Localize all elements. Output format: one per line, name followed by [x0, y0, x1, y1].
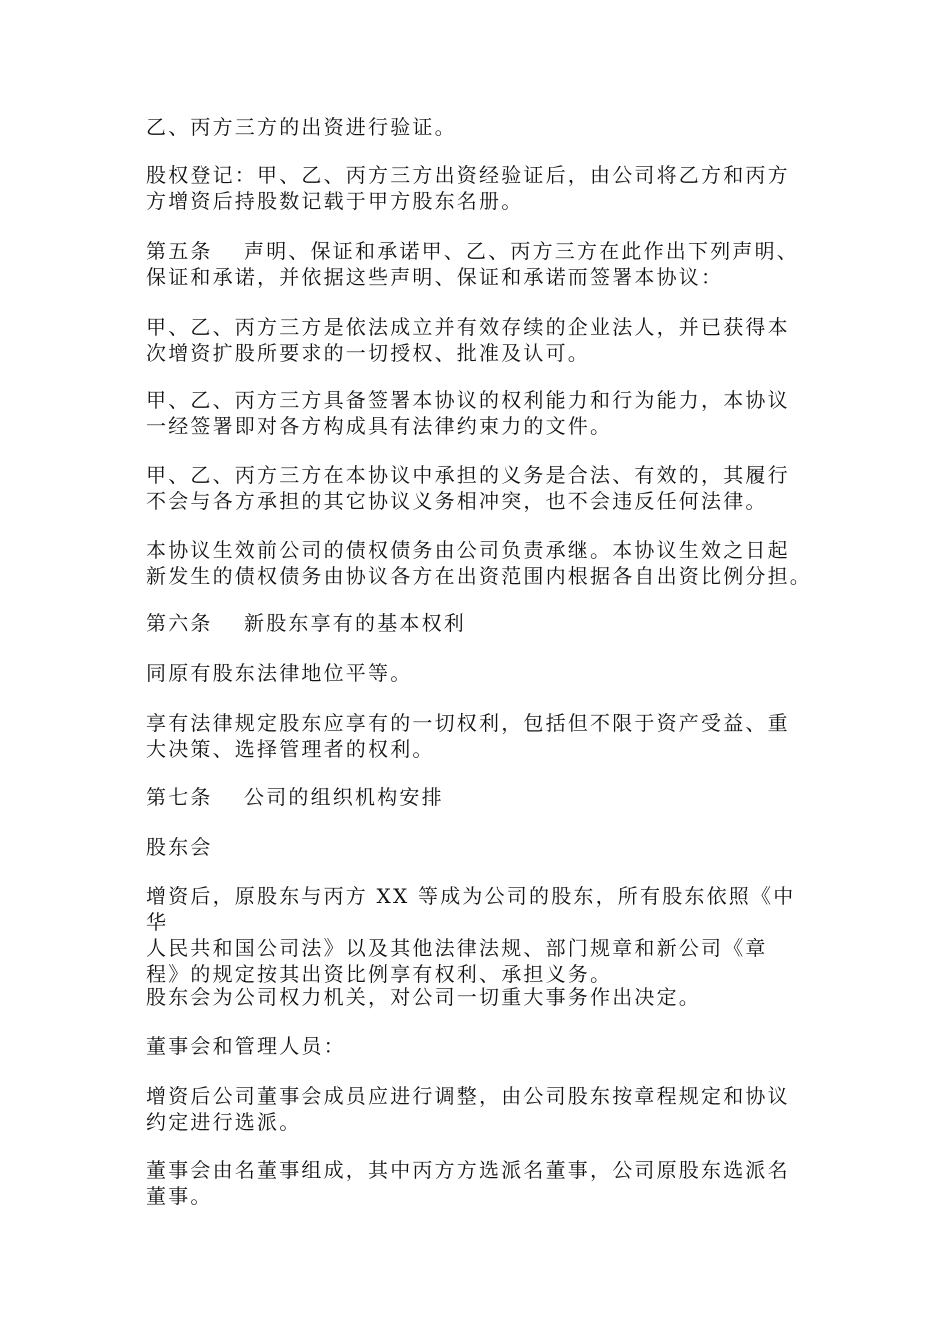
- section-shareholders-meeting: 股东会: [146, 835, 213, 859]
- article-7-heading: 第七条 公司的组织机构安排: [146, 785, 444, 809]
- section-board-and-management: 董事会和管理人员：: [146, 1034, 346, 1058]
- paragraph-board-adjustment: 增资后公司董事会成员应进行调整，由公司股东按章程规定和协议 约定进行选派。: [146, 1084, 790, 1134]
- paragraph-shareholder-rights: 享有法律规定股东应享有的一切权利，包括但不限于资产受益、重 大决策、选择管理者的权利。: [146, 711, 790, 761]
- paragraph-capital-verification: 乙、丙方三方的出资进行验证。: [146, 115, 457, 139]
- paragraph-capacity: 甲、乙、丙方三方具备签署本协议的权利能力和行为能力，本协议 一经签署即对各方构成具有法律约束力的文件。: [146, 388, 790, 438]
- paragraph-new-shareholders: 增资后，原股东与丙方 XX 等成为公司的股东，所有股东依照《中华 人民共和国公司法》以及其他法律法规、部门规章和新公司《章 程》的规定按其出资比例享有权利、承担义务。: [146, 884, 796, 986]
- paragraph-equal-status: 同原有股东法律地位平等。: [146, 661, 413, 685]
- article-6-heading: 第六条 新股东享有的基本权利: [146, 611, 466, 635]
- paragraph-obligations: 甲、乙、丙方三方在本协议中承担的义务是合法、有效的，其履行 不会与各方承担的其它协议义务相冲突，也不会违反任何法律。: [146, 463, 790, 513]
- paragraph-legal-entities: 甲、乙、丙方三方是依法成立并有效存续的企业法人，并已获得本 次增资扩股所要求的一切授权、批准及认可。: [146, 315, 790, 365]
- article-number: 第七条: [146, 785, 213, 809]
- paragraph-debts: 本协议生效前公司的债权债务由公司负责承继。本协议生效之日起 新发生的债权债务由协议各方在出资范围内根据各自出资比例分担。: [146, 538, 812, 588]
- paragraph-equity-registration: 股权登记：甲、乙、丙方三方出资经验证后，由公司将乙方和丙方 方增资后持股数记载于甲方股东名册。: [146, 163, 790, 213]
- article-number: 第六条: [146, 611, 213, 635]
- paragraph-board-composition: 董事会由名董事组成，其中丙方方选派名董事，公司原股东选派名 董事。: [146, 1158, 790, 1208]
- paragraph-authority: 股东会为公司权力机关，对公司一切重大事务作出决定。: [146, 985, 701, 1009]
- article-number: 第五条: [146, 239, 213, 263]
- article-5-declarations: 第五条 声明、保证和承诺甲、乙、丙方三方在此作出下列声明、 保证和承诺，并依据这些声明、保证和承诺而签署本协议：: [146, 239, 799, 289]
